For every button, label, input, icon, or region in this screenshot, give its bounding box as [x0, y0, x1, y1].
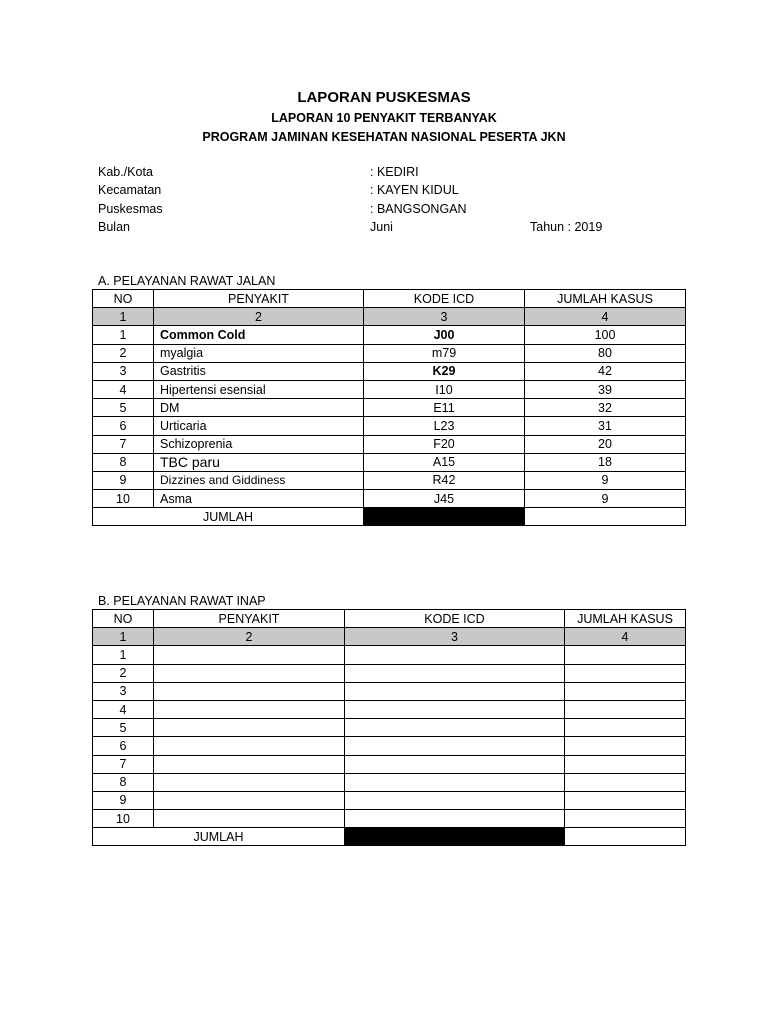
row-no: 7	[93, 755, 154, 773]
info-row-bulan	[98, 218, 698, 236]
table-row	[93, 737, 686, 755]
row-jumlah	[565, 755, 686, 773]
info-row-kab	[98, 163, 698, 181]
table-row	[93, 646, 686, 664]
row-penyakit: TBC paru	[154, 453, 364, 471]
row-penyakit	[154, 719, 345, 737]
header-jumlah-kasus: JUMLAH KASUS	[565, 610, 686, 628]
table-row	[93, 682, 686, 700]
col-number: 2	[154, 628, 345, 646]
jumlah-row	[93, 508, 686, 526]
row-kode	[345, 737, 565, 755]
column-number-row	[93, 628, 686, 646]
row-no: 5	[93, 399, 154, 417]
row-jumlah: 39	[525, 380, 686, 398]
row-no: 8	[93, 453, 154, 471]
row-no: 8	[93, 773, 154, 791]
row-kode: R42	[364, 471, 525, 489]
report-title: LAPORAN PUSKESMAS	[297, 89, 471, 106]
table-row	[93, 719, 686, 737]
row-no: 10	[93, 810, 154, 828]
table-row	[93, 344, 686, 362]
jumlah-blackout-cell	[364, 508, 525, 526]
row-penyakit	[154, 664, 345, 682]
header-kode-icd: KODE ICD	[364, 290, 525, 308]
row-penyakit: Dizzines and Giddiness	[154, 471, 364, 489]
row-penyakit: DM	[154, 399, 364, 417]
kab-value: : KEDIRI	[370, 165, 419, 179]
row-no: 4	[93, 380, 154, 398]
row-kode	[345, 700, 565, 718]
row-kode	[345, 755, 565, 773]
row-penyakit: myalgia	[154, 344, 364, 362]
row-penyakit	[154, 646, 345, 664]
info-row-kec	[98, 181, 698, 199]
jumlah-label: JUMLAH	[93, 828, 345, 846]
col-number: 1	[93, 308, 154, 326]
jumlah-total-cell	[565, 828, 686, 846]
row-no: 4	[93, 700, 154, 718]
row-no: 5	[93, 719, 154, 737]
report-header	[0, 88, 768, 147]
jumlah-label: JUMLAH	[93, 508, 364, 526]
kec-label: Kecamatan	[98, 183, 162, 198]
row-penyakit	[154, 810, 345, 828]
report-subtitle-1: LAPORAN 10 PENYAKIT TERBANYAK	[271, 111, 497, 125]
column-number-row	[93, 308, 686, 326]
jumlah-blackout-cell	[345, 828, 565, 846]
row-penyakit: Common Cold	[154, 326, 364, 344]
row-kode: E11	[364, 399, 525, 417]
jumlah-total-cell	[525, 508, 686, 526]
row-jumlah: 31	[525, 417, 686, 435]
row-no: 1	[93, 646, 154, 664]
row-no: 3	[93, 682, 154, 700]
table-row	[93, 380, 686, 398]
table-row	[93, 399, 686, 417]
kec-value: : KAYEN KIDUL	[370, 183, 459, 198]
table-row	[93, 664, 686, 682]
table-row	[93, 755, 686, 773]
row-penyakit	[154, 700, 345, 718]
row-no: 6	[93, 737, 154, 755]
header-jumlah-kasus: JUMLAH KASUS	[525, 290, 686, 308]
row-no: 10	[93, 490, 154, 508]
row-no: 1	[93, 326, 154, 344]
row-kode: J00	[364, 326, 525, 344]
kab-label: Kab./Kota	[98, 165, 153, 179]
table-row	[93, 471, 686, 489]
row-jumlah	[565, 682, 686, 700]
row-penyakit	[154, 755, 345, 773]
row-jumlah	[565, 810, 686, 828]
header-kode-icd: KODE ICD	[345, 610, 565, 628]
row-kode	[345, 810, 565, 828]
table-row	[93, 791, 686, 809]
section-a-title: A. PELAYANAN RAWAT JALAN	[98, 274, 276, 288]
table-header-row	[93, 290, 686, 308]
row-kode	[345, 719, 565, 737]
row-no: 7	[93, 435, 154, 453]
header-no: NO	[93, 290, 154, 308]
table-row	[93, 435, 686, 453]
row-jumlah: 20	[525, 435, 686, 453]
report-subtitle-2: PROGRAM JAMINAN KESEHATAN NASIONAL PESERTA JKN	[202, 130, 566, 144]
row-kode	[345, 773, 565, 791]
row-jumlah: 9	[525, 471, 686, 489]
row-kode: F20	[364, 435, 525, 453]
table-row	[93, 417, 686, 435]
report-info	[98, 163, 698, 236]
row-jumlah	[565, 773, 686, 791]
row-penyakit	[154, 737, 345, 755]
row-penyakit	[154, 773, 345, 791]
header-no: NO	[93, 610, 154, 628]
row-no: 2	[93, 344, 154, 362]
row-penyakit: Asma	[154, 490, 364, 508]
table-row	[93, 773, 686, 791]
table-header-row	[93, 610, 686, 628]
row-jumlah: 42	[525, 362, 686, 380]
header-penyakit: PENYAKIT	[154, 290, 364, 308]
row-kode: K29	[364, 362, 525, 380]
col-number: 2	[154, 308, 364, 326]
row-no: 9	[93, 471, 154, 489]
row-no: 2	[93, 664, 154, 682]
row-kode	[345, 682, 565, 700]
pusk-label: Puskesmas	[98, 201, 163, 216]
row-jumlah	[565, 737, 686, 755]
row-no: 3	[93, 362, 154, 380]
row-jumlah	[565, 700, 686, 718]
row-jumlah	[565, 719, 686, 737]
col-number: 1	[93, 628, 154, 646]
header-penyakit: PENYAKIT	[154, 610, 345, 628]
info-row-pusk	[98, 200, 698, 218]
rawat-inap-table	[92, 609, 686, 846]
table-row	[93, 453, 686, 471]
tahun-value: Tahun : 2019	[530, 219, 603, 234]
col-number: 4	[565, 628, 686, 646]
row-kode: m79	[364, 344, 525, 362]
row-jumlah: 9	[525, 490, 686, 508]
bulan-value: Juni	[370, 219, 393, 234]
row-no: 6	[93, 417, 154, 435]
row-penyakit: Urticaria	[154, 417, 364, 435]
col-number: 3	[364, 308, 525, 326]
table-row	[93, 362, 686, 380]
col-number: 4	[525, 308, 686, 326]
row-jumlah: 18	[525, 453, 686, 471]
section-b-title: B. PELAYANAN RAWAT INAP	[98, 594, 266, 608]
table-row	[93, 810, 686, 828]
row-kode: L23	[364, 417, 525, 435]
table-row	[93, 700, 686, 718]
row-kode: J45	[364, 490, 525, 508]
row-jumlah	[565, 664, 686, 682]
pusk-value: : BANGSONGAN	[370, 201, 467, 216]
row-jumlah: 32	[525, 399, 686, 417]
row-penyakit	[154, 791, 345, 809]
col-number: 3	[345, 628, 565, 646]
row-penyakit: Schizoprenia	[154, 435, 364, 453]
table-row	[93, 326, 686, 344]
row-no: 9	[93, 791, 154, 809]
row-jumlah	[565, 791, 686, 809]
jumlah-row	[93, 828, 686, 846]
row-kode	[345, 646, 565, 664]
row-kode	[345, 791, 565, 809]
row-kode	[345, 664, 565, 682]
row-penyakit: Gastritis	[154, 362, 364, 380]
row-kode: A15	[364, 453, 525, 471]
row-kode: I10	[364, 380, 525, 398]
table-row	[93, 490, 686, 508]
rawat-jalan-table	[92, 289, 686, 526]
row-jumlah: 100	[525, 326, 686, 344]
row-jumlah: 80	[525, 344, 686, 362]
row-jumlah	[565, 646, 686, 664]
row-penyakit: Hipertensi esensial	[154, 380, 364, 398]
row-penyakit	[154, 682, 345, 700]
bulan-label: Bulan	[98, 219, 130, 234]
